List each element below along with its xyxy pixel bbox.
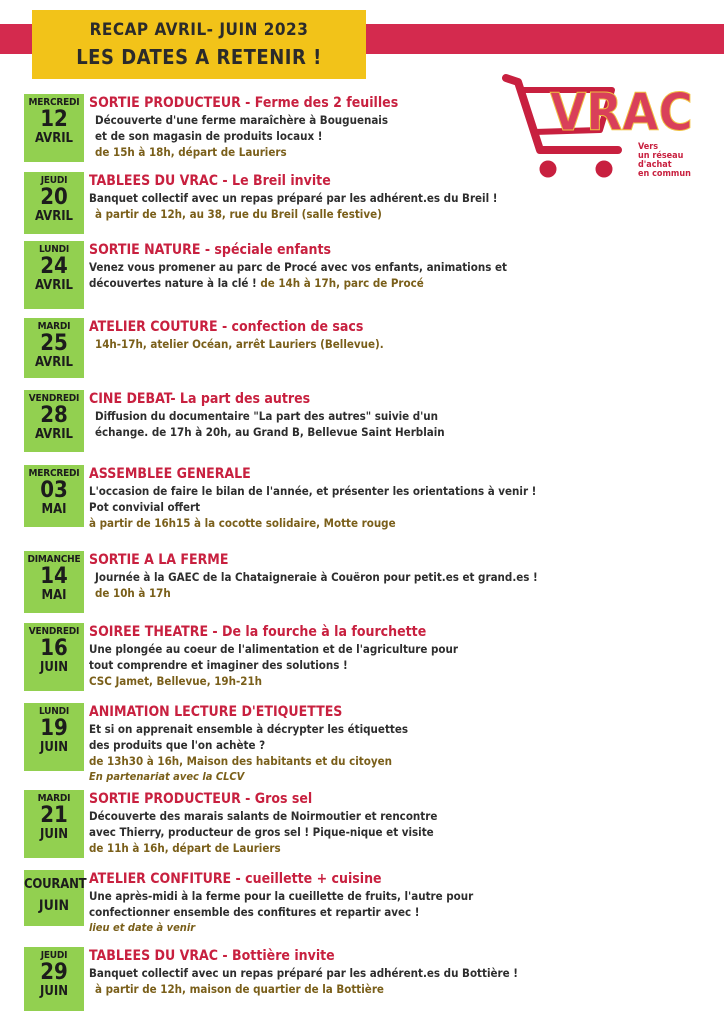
date-badge	[24, 947, 84, 1011]
date-badge	[24, 390, 84, 452]
event-description: Banquet collectif avec un repas préparé par les adhérent.es du Bottière !	[89, 966, 518, 980]
date-weekday: MERCREDI	[28, 97, 80, 108]
date-badge	[24, 94, 84, 162]
date-badge	[24, 703, 84, 771]
event-title: SOIREE THEATRE - De la fourche à la fourchette	[89, 624, 427, 640]
event-description: Découverte des marais salants de Noirmoutier et rencontre	[89, 809, 438, 823]
date-badge	[24, 318, 84, 378]
date-badge	[24, 870, 87, 926]
date-badge	[24, 551, 84, 613]
event-info: à partir de 12h, maison de quartier de la Bottière	[95, 982, 384, 996]
event-description: découvertes nature à la clé ! de 14h à 17h, parc de Procé	[89, 276, 424, 290]
event-content	[89, 465, 709, 531]
date-number: 28	[40, 403, 68, 428]
date-weekday: VENDREDI	[28, 626, 80, 637]
event-description: Découverte d'une ferme maraîchère à Bouguenais	[95, 113, 389, 127]
event-info: 14h-17h, atelier Océan, arrêt Lauriers (Bellevue).	[95, 337, 384, 351]
event-content	[89, 623, 709, 689]
date-month: JUIN	[40, 660, 68, 675]
event-title: ATELIER CONFITURE - cueillette + cuisine	[89, 871, 382, 887]
date-number: 25	[40, 331, 68, 356]
date-month: JUIN	[40, 984, 68, 999]
event-title: ANIMATION LECTURE D'ETIQUETTES	[89, 704, 343, 720]
date-number: 19	[40, 716, 68, 741]
date-month: JUIN	[40, 740, 68, 755]
event-info: de 10h à 17h	[95, 586, 171, 600]
date-number: 21	[40, 803, 68, 828]
event-content	[89, 703, 709, 784]
date-number: 12	[40, 107, 68, 132]
date-month: AVRIL	[34, 209, 74, 224]
date-badge	[24, 241, 84, 309]
date-number: 24	[40, 254, 68, 279]
date-month: AVRIL	[34, 131, 74, 146]
event-note: lieu et date à venir	[89, 921, 196, 934]
date-weekday: VENDREDI	[28, 393, 80, 404]
event-info: à partir de 16h15 à la cocotte solidaire, Motte rouge	[89, 516, 396, 530]
date-weekday: MARDI	[37, 321, 71, 332]
header-title: LES DATES A RETENIR !	[76, 45, 322, 69]
date-number: 20	[40, 185, 68, 210]
date-weekday: LUNDI	[38, 706, 70, 717]
event-title: ATELIER COUTURE - confection de sacs	[89, 319, 364, 335]
event-title: CINE DEBAT- La part des autres	[89, 391, 311, 407]
event-description: Venez vous promener au parc de Procé avec vos enfants, animations et	[89, 260, 507, 274]
date-badge	[24, 465, 84, 527]
date-number: 03	[40, 478, 68, 503]
date-weekday: JEUDI	[40, 175, 68, 186]
event-content	[89, 790, 709, 856]
event-title: SORTIE PRODUCTEUR - Ferme des 2 feuilles	[89, 95, 399, 111]
event-content	[89, 94, 709, 160]
event-description: Diffusion du documentaire "La part des autres" suivie d'un	[95, 409, 439, 423]
event-description: Journée à la GAEC de la Chataigneraie à Couëron pour petit.es et grand.es !	[95, 570, 538, 584]
vrac-logo-text: VRAC	[550, 83, 693, 143]
event-info: CSC Jamet, Bellevue, 19h-21h	[89, 674, 263, 688]
event-note: En partenariat avec la CLCV	[89, 770, 245, 783]
event-content	[89, 551, 709, 601]
event-description: et de son magasin de produits locaux !	[95, 129, 323, 143]
event-title: TABLEES DU VRAC - Bottière invite	[89, 948, 335, 964]
date-number: 14	[40, 564, 68, 589]
event-description: avec Thierry, producteur de gros sel ! Pique-nique et visite	[89, 825, 434, 839]
event-description: des produits que l'on achète ?	[89, 738, 266, 752]
event-description: confectionner ensemble des confitures et repartir avec !	[89, 905, 420, 919]
event-content	[89, 947, 709, 997]
date-month: MAI	[41, 502, 67, 517]
event-title: SORTIE PRODUCTEUR - Gros sel	[89, 791, 313, 807]
event-content	[89, 172, 709, 222]
event-description: tout comprendre et imaginer des solutions !	[89, 658, 348, 672]
date-badge	[24, 172, 84, 234]
event-info: de 13h30 à 16h, Maison des habitants et du citoyen	[89, 754, 392, 768]
event-description: Banquet collectif avec un repas préparé par les adhérent.es du Breil !	[89, 191, 498, 205]
date-number: 29	[40, 960, 68, 985]
date-month: AVRIL	[34, 427, 74, 442]
date-month: AVRIL	[34, 355, 74, 370]
event-title: ASSEMBLEE GENERALE	[89, 466, 251, 482]
header-subtitle: RECAP AVRIL- JUIN 2023	[89, 20, 309, 40]
event-description: Une après-midi à la ferme pour la cueillette de fruits, l'autre pour	[89, 889, 474, 903]
date-month: MAI	[41, 588, 67, 603]
event-description: échange. de 17h à 20h, au Grand B, Bellevue Saint Herblain	[95, 425, 445, 439]
header-box	[32, 10, 366, 79]
date-badge	[24, 623, 84, 691]
event-description: Et si on apprenait ensemble à décrypter les étiquettes	[89, 722, 409, 736]
event-description: Une plongée au coeur de l'alimentation et de l'agriculture pour	[89, 642, 458, 656]
event-description: L'occasion de faire le bilan de l'année, et présenter les orientations à venir !	[89, 484, 537, 498]
event-content	[89, 318, 709, 352]
date-weekday: COURANT	[24, 877, 87, 892]
event-title: SORTIE NATURE - spéciale enfants	[89, 242, 331, 258]
logo-tagline: Vers un réseau d'achat en commun	[638, 142, 691, 179]
event-content	[89, 870, 709, 935]
event-info: de 14h à 17h, parc de Procé	[256, 276, 424, 290]
event-info: de 11h à 16h, départ de Lauriers	[89, 841, 281, 855]
date-weekday: LUNDI	[38, 244, 70, 255]
date-badge	[24, 790, 84, 858]
date-weekday: JEUDI	[40, 950, 68, 961]
date-month: AVRIL	[34, 278, 74, 293]
event-info: de 15h à 18h, départ de Lauriers	[95, 145, 287, 159]
event-content	[89, 241, 709, 291]
date-weekday: MERCREDI	[28, 468, 80, 479]
date-month: JUIN	[38, 898, 70, 914]
event-info: à partir de 12h, au 38, rue du Breil (salle festive)	[95, 207, 382, 221]
date-number: 16	[40, 636, 68, 661]
event-content	[89, 390, 709, 440]
date-month: JUIN	[40, 827, 68, 842]
event-title: SORTIE A LA FERME	[89, 552, 229, 568]
event-title: TABLEES DU VRAC - Le Breil invite	[89, 173, 331, 189]
date-weekday: MARDI	[37, 793, 71, 804]
date-weekday: DIMANCHE	[27, 554, 81, 565]
event-description: Pot convivial offert	[89, 500, 201, 514]
